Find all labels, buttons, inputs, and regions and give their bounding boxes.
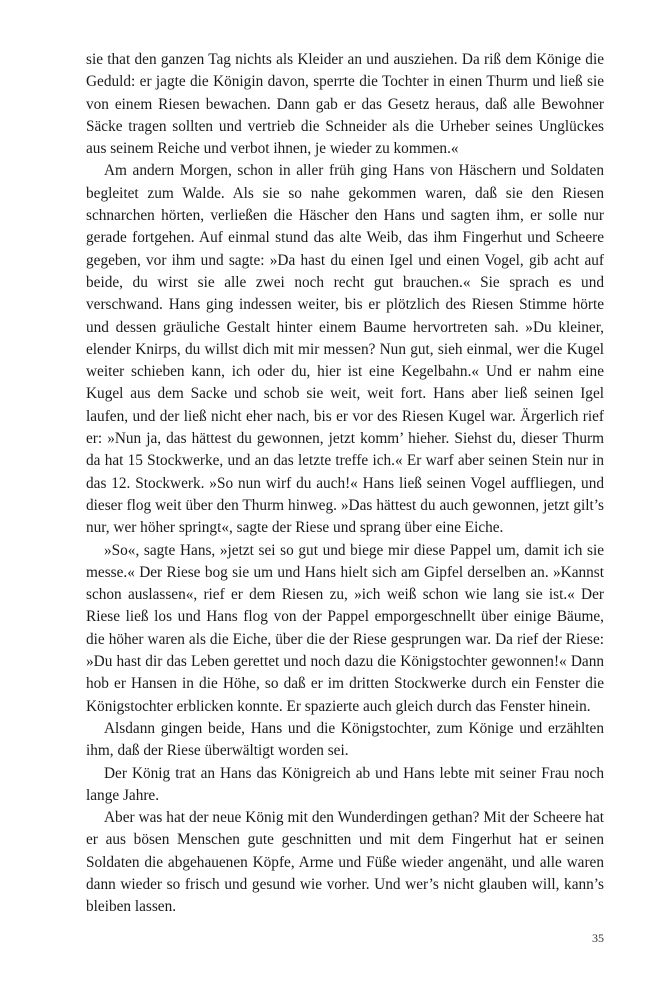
paragraph-6: Aber was hat der neue König mit den Wunderdingen gethan? Mit der Scheere hat er aus bösen Menschen gute geschnitten und mit dem Fingerhut hat er seinen Soldaten die abgehauenen Köpfe, Arme und Füße wieder angenäht, und alle waren dann wieder so frisch und gesund wie vorher. Und wer’s nicht glauben will, kann’s bleiben lassen. <box>86 809 604 916</box>
page-body <box>86 49 604 919</box>
paragraph-3: »So«, sagte Hans, »jetzt sei so gut und biege mir diese Pappel um, damit ich sie messe.« Der Riese bog sie um und Hans hielt sich am Gipfel derselben an. »Kannst schon auslassen«, rief er dem Riesen zu, »ich weiß schon wie lang sie ist.« Der Riese ließ los und Hans flog von der Pappel emporgeschnellt über einige Bäume, die höher waren als die Eiche, über die der Riese gesprungen war. Da rief der Riese: »Du hast dir das Leben gerettet und noch dazu die Königstochter gewonnen!« Dann hob er Hansen in die Höhe, so daß er im dritten Stockwerke durch ein Fenster die Königstochter erblicken konnte. Er spazierte auch gleich durch das Fenster hinein. <box>86 541 604 715</box>
paragraph-5: Der König trat an Hans das Königreich ab und Hans lebte mit seiner Frau noch lange Jahre. <box>86 764 604 804</box>
paragraph-4: Alsdann gingen beide, Hans und die Königstochter, zum Könige und erzählten ihm, daß der Riese überwältigt worden sei. <box>86 719 604 760</box>
paragraph-1: sie that den ganzen Tag nichts als Kleider an und ausziehen. Da riß dem Könige die Geduld: er jagte die Königin davon, sperrte die Tochter in einen Thurm und ließ sie von einem Riesen bewachen. Dann gab er das Gesetz heraus, daß alle Bewohner Säcke tragen sollten und vertrieb die Schneider als die Urheber seines Unglückes aus seinem Reiche und verbot ihnen, je wieder zu kommen.« <box>86 51 604 158</box>
paragraph-2: Am andern Morgen, schon in aller früh ging Hans von Häschern und Soldaten begleitet zum Walde. Als sie so nahe gekommen waren, daß sie den Riesen schnarchen hörten, verließen die Häscher den Hans und sagten ihm, er solle nur gerade fortgehen. Auf einmal stund das alte Weib, das ihm Fingerhut und Scheere gegeben, vor ihm und sagte: »Da hast du einen Igel und einen Vogel, gib acht auf beide, du wirst sie alle zwei noch recht gut brauchen.« Sie sprach es und verschwand. Hans ging indessen weiter, bis er plötzlich des Riesen Stimme hörte und dessen gräuliche Gestalt hinter einem Baume hervortreten sah. »Du kleiner, elender Knirps, du willst dich mit mir messen? Nun gut, sieh einmal, wer die Kugel weiter schieben kann, ich oder du, hier ist eine Kegelbahn.« Und er nahm eine Kugel aus dem Sacke und schob sie weit, weit fort. Hans aber ließ seinen Igel laufen, und der ließ nicht eher nach, bis er vor des Riesen Kugel war. Ärgerlich rief er: »Nun ja, das hättest du gewonnen, jetzt komm’ hieher. Siehst du, dieser Thurm da hat 15 Stockwerke, und an das letzte treffe ich.« Er warf aber seinen Stein nur in das 12. Stockwerk. »So nun wirf du auch!« Hans ließ seinen Vogel auffliegen, und dieser flog weit über den Thurm hinweg. »Das hättest du auch gewonnen, jetzt gilt’s nur, wer höher springt«, sagte der Riese und sprang über eine Eiche. <box>86 162 604 537</box>
page-number: 35 <box>592 931 604 945</box>
